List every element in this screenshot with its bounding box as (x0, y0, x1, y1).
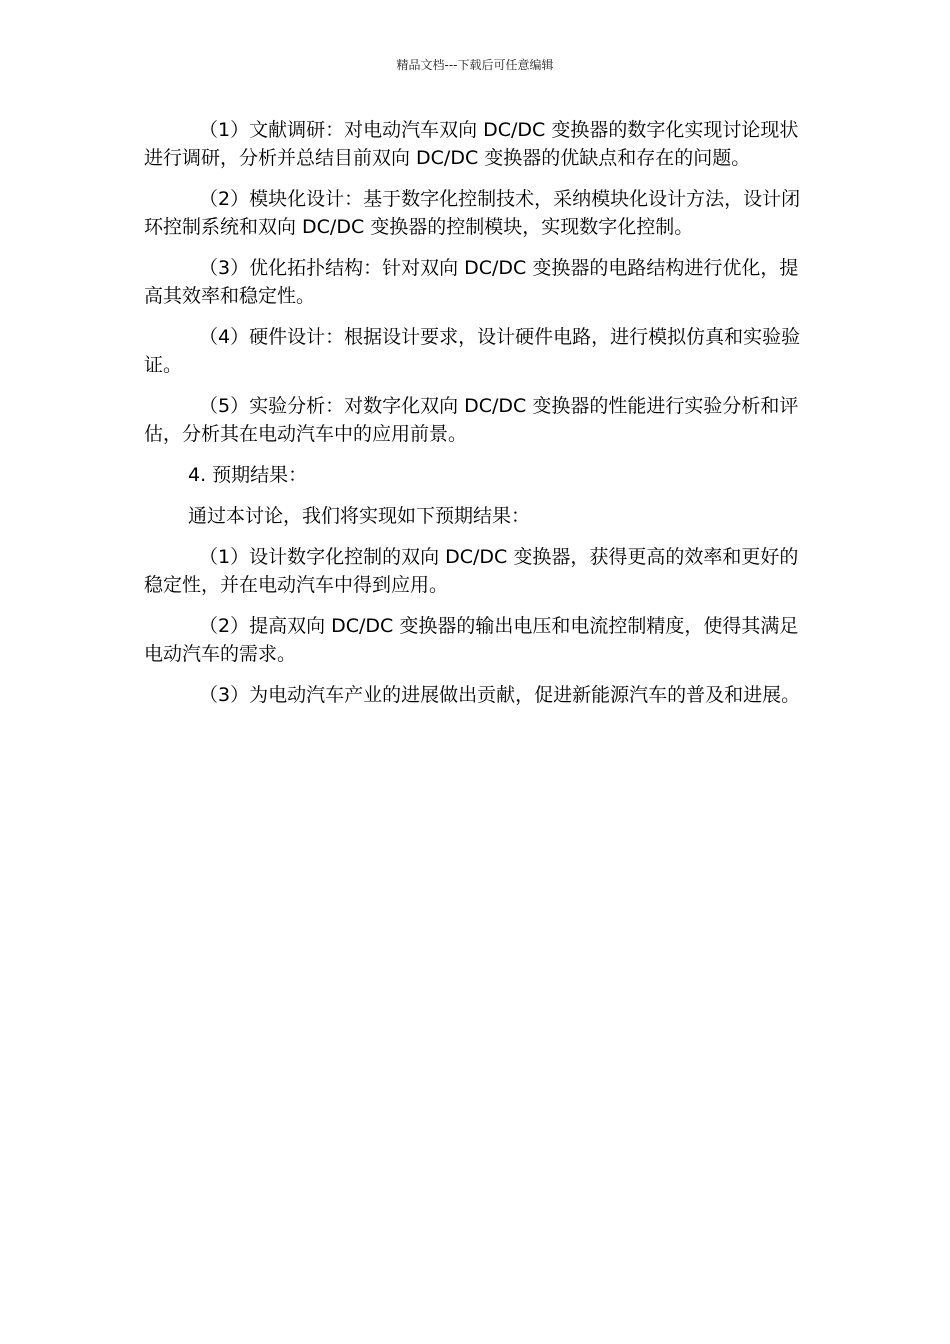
paragraph-literature-review: （1）文献调研：对电动汽车双向 DC/DC 变换器的数字化实现讨论现状进行调研，分析并总结目前双向 DC/DC 变换器的优缺点和存在的问题。 (144, 119, 799, 169)
paragraph-modular-design: （2）模块化设计：基于数字化控制技术，采纳模块化设计方法，设计闭环控制系统和双向 DC/DC 变换器的控制模块，实现数字化控制。 (144, 188, 801, 238)
page-header: 精品文档---下载后可任意编辑 (396, 58, 554, 72)
section-heading-expected-results: 4. 预期结果： (188, 464, 308, 486)
paragraph-hardware-design: （4）硬件设计：根据设计要求，设计硬件电路，进行模拟仿真和实验验证。 (144, 326, 801, 376)
paragraph-result-1: （1）设计数字化控制的双向 DC/DC 变换器，获得更高的效率和更好的稳定性，并在电动汽车中得到应用。 (144, 546, 799, 596)
paragraph-result-2: （2）提高双向 DC/DC 变换器的输出电压和电流控制精度，使得其满足电动汽车的需求。 (144, 615, 799, 665)
paragraph-result-3: （3）为电动汽车产业的进展做出贡献，促进新能源汽车的普及和进展。 (199, 684, 801, 706)
paragraph-expected-intro: 通过本讨论，我们将实现如下预期结果： (188, 505, 531, 527)
document-body (144, 116, 808, 722)
paragraph-topology-optimization: （3）优化拓扑结构：针对双向 DC/DC 变换器的电路结构进行优化，提高其效率和稳定性。 (144, 257, 799, 307)
paragraph-experiment-analysis: （5）实验分析：对数字化双向 DC/DC 变换器的性能进行实验分析和评估，分析其在电动汽车中的应用前景。 (144, 395, 799, 445)
